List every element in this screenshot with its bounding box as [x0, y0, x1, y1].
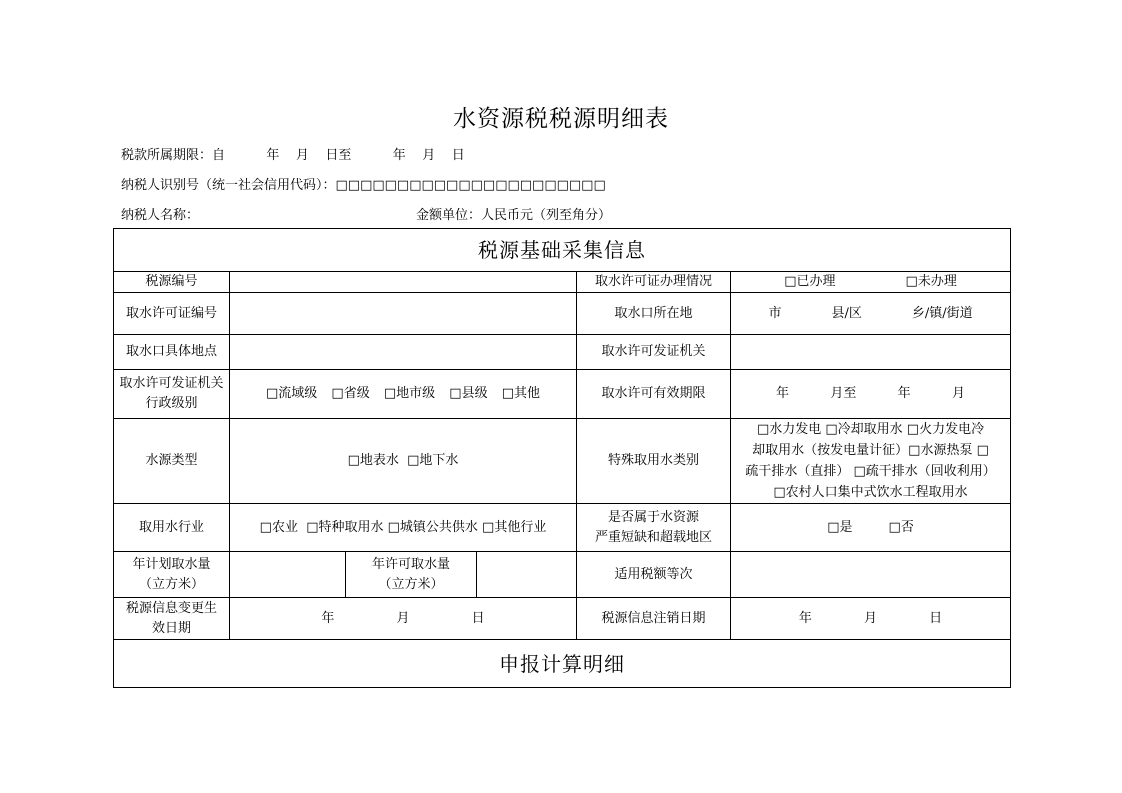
water-industry-label: 取用水行业	[114, 504, 230, 552]
permit-status-label: 取水许可证办理情况	[577, 272, 731, 293]
change-effective-date-line2: 效日期	[151, 620, 191, 636]
cancel-date-field[interactable]	[731, 598, 1011, 640]
permit-not-done-checkbox[interactable]: □未办理	[905, 274, 957, 289]
scarcity-area-options	[731, 504, 1011, 552]
section-calculation-title: 申报计算明细	[114, 640, 1011, 688]
date-year: 年	[321, 610, 335, 626]
annual-planned-volume-line2: （立方米）	[138, 576, 204, 592]
change-effective-date-line1: 税源信息变更生	[125, 600, 217, 616]
cancel-date-label: 税源信息注销日期	[577, 598, 731, 640]
taxpayer-id-boxes[interactable]: □□□□□□□□□□□□□□□□□□□□□□	[335, 178, 606, 193]
annual-permitted-volume-line1: 年许可取水量	[371, 556, 450, 572]
authority-level-label: 取水许可发证机关行政级别	[114, 370, 230, 419]
location-city: 市	[768, 305, 782, 321]
scarcity-no-checkbox[interactable]: □否	[888, 519, 914, 535]
level-province-checkbox[interactable]: □省级	[331, 386, 370, 401]
scarcity-area-label-line1: 是否属于水资源	[607, 509, 699, 525]
change-effective-date-field[interactable]	[230, 598, 577, 640]
level-basin-checkbox[interactable]: □流域级	[265, 386, 318, 401]
permit-validity-field[interactable]: 年 月至 年 月	[731, 370, 1011, 419]
permit-number-label: 取水许可证编号	[114, 293, 230, 335]
date-day: 日	[471, 610, 485, 626]
permit-validity-label: 取水许可有效期限	[577, 370, 731, 419]
permit-status-options	[731, 272, 1011, 293]
intake-address-field[interactable]	[230, 335, 577, 370]
annual-planned-volume-label	[114, 552, 230, 598]
location-town: 乡/镇/街道	[911, 305, 973, 321]
date-month: 月	[396, 610, 410, 626]
tax-source-table	[113, 228, 1011, 688]
tax-rate-grade-label: 适用税额等次	[577, 552, 731, 598]
taxpayer-id-label: 纳税人识别号（统一社会信用代码）：	[121, 178, 336, 193]
annual-planned-volume-field[interactable]	[230, 552, 346, 598]
amount-unit-label: 金额单位：人民币元（列至角分）	[416, 208, 612, 223]
special-option-line[interactable]: □水力发电 □冷却取用水 □火力发电冷	[756, 422, 985, 437]
tax-source-number-field[interactable]	[230, 272, 577, 293]
annual-planned-volume-line1: 年计划取水量	[132, 556, 211, 572]
tax-source-number-label: 税源编号	[114, 272, 230, 293]
issuing-authority-label: 取水许可发证机关	[577, 335, 731, 370]
authority-level-options	[230, 370, 577, 419]
level-city-checkbox[interactable]: □地市级	[383, 386, 436, 401]
special-option-line[interactable]: □农村人口集中式饮水工程取用水	[773, 485, 968, 500]
permit-done-checkbox[interactable]: □已办理	[784, 274, 836, 289]
special-option-line[interactable]: 疏干排水（直排） □疏干排水（回收利用）	[745, 464, 996, 479]
taxpayer-name-label: 纳税人名称：	[121, 208, 200, 223]
water-source-type-label: 水源类型	[114, 419, 230, 504]
issuing-authority-field[interactable]	[731, 335, 1011, 370]
permit-number-field[interactable]	[230, 293, 577, 335]
water-source-type-options[interactable]: □地表水 □地下水	[230, 419, 577, 504]
intake-location-field[interactable]	[731, 293, 1011, 335]
tax-period-line: 税款所属期限：自 年 月 日至 年 月 日	[121, 148, 465, 163]
change-effective-date-label	[114, 598, 230, 640]
location-county: 县/区	[831, 305, 862, 321]
special-option-line[interactable]: 却取用水（按发电量计征）□水源热泵 □	[752, 443, 989, 458]
scarcity-yes-checkbox[interactable]: □是	[827, 519, 853, 535]
level-county-checkbox[interactable]: □县级	[449, 386, 488, 401]
form-title: 水资源税税源明细表	[453, 106, 669, 132]
intake-address-label: 取水口具体地点	[114, 335, 230, 370]
scarcity-area-label	[577, 504, 731, 552]
water-industry-options[interactable]: □农业 □特种取用水 □城镇公共供水 □其他行业	[230, 504, 577, 552]
date-month: 月	[864, 610, 878, 626]
section-basic-info-title: 税源基础采集信息	[114, 229, 1011, 272]
intake-location-label: 取水口所在地	[577, 293, 731, 335]
annual-permitted-volume-label	[346, 552, 477, 598]
special-water-use-label: 特殊取用水类别	[577, 419, 731, 504]
tax-rate-grade-field[interactable]	[731, 552, 1011, 598]
annual-permitted-volume-line2: （立方米）	[378, 576, 444, 592]
special-water-use-options	[731, 419, 1011, 504]
annual-permitted-volume-field[interactable]	[477, 552, 577, 598]
date-day: 日	[929, 610, 943, 626]
level-other-checkbox[interactable]: □其他	[501, 386, 541, 401]
date-year: 年	[798, 610, 812, 626]
taxpayer-id-line	[121, 174, 606, 193]
scarcity-area-label-line2: 严重短缺和超载地区	[594, 529, 712, 545]
